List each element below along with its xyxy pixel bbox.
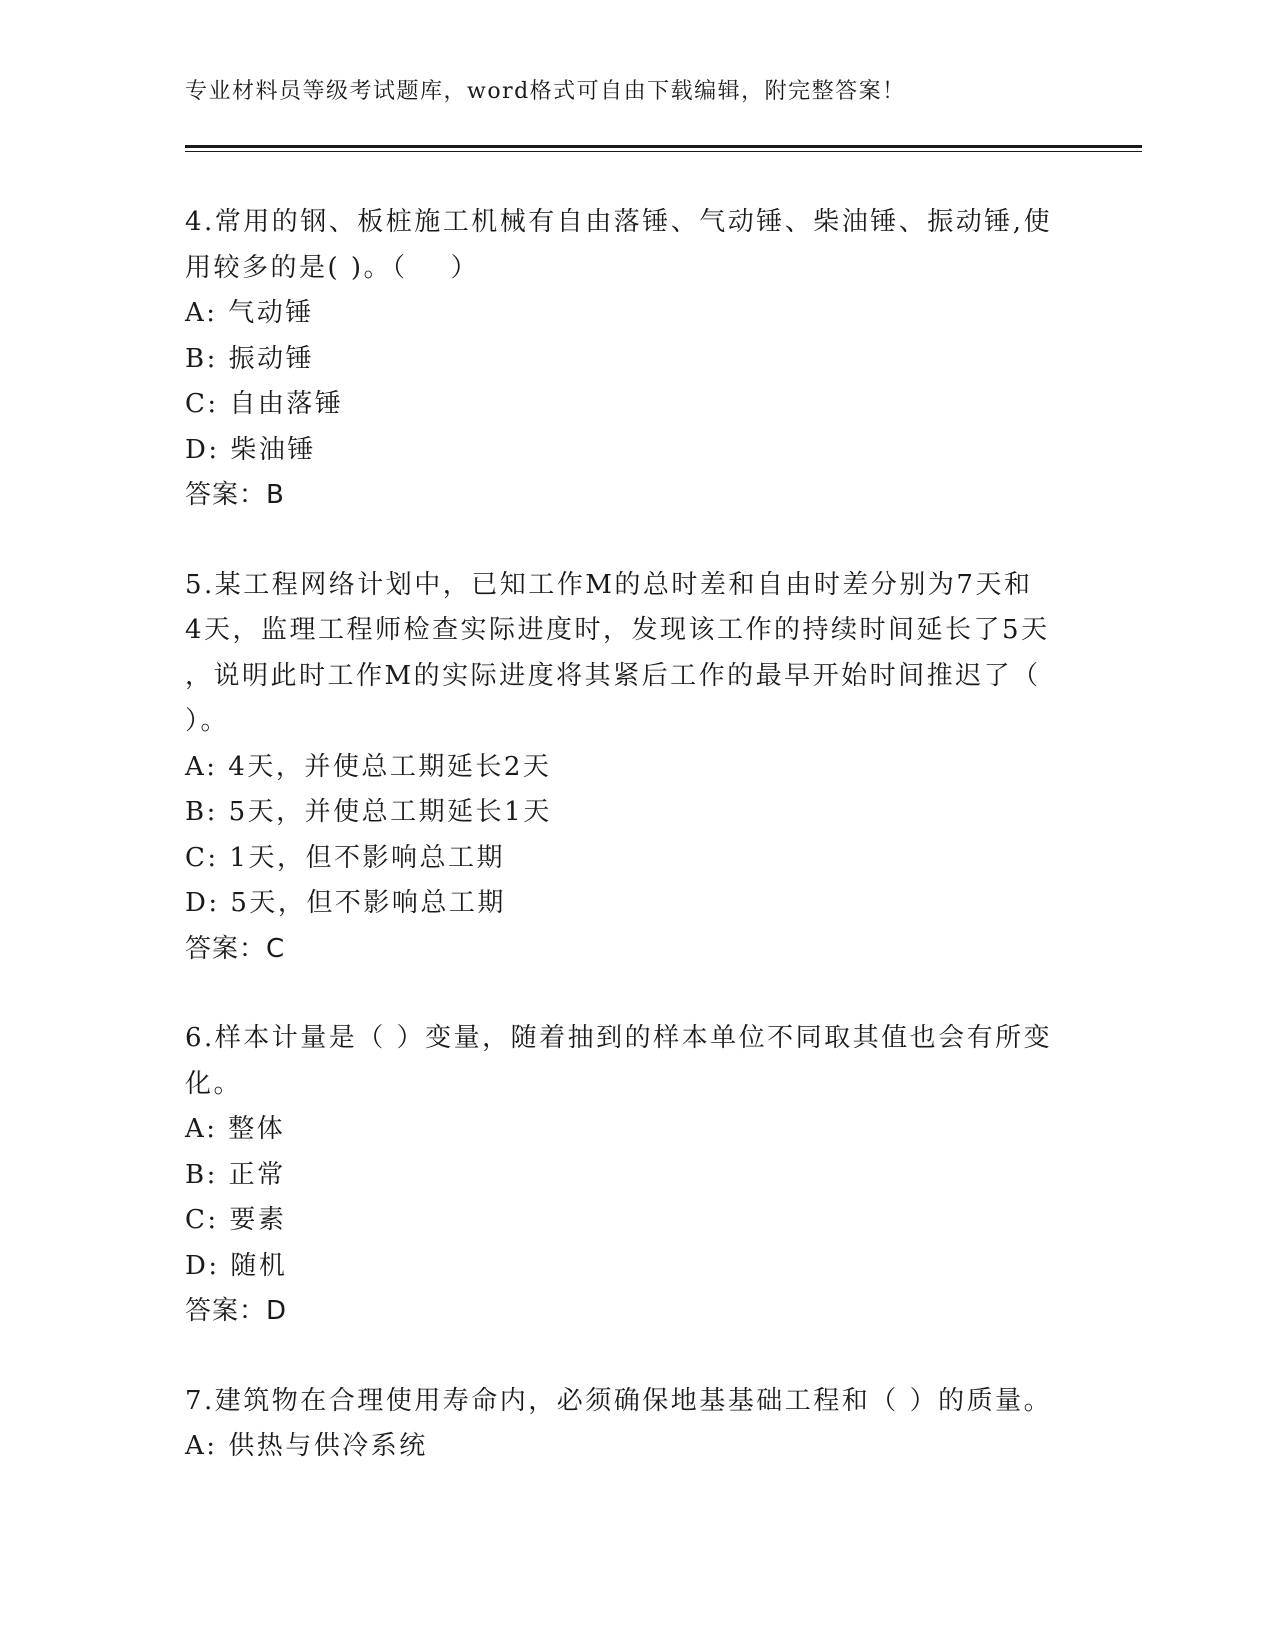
option-b: B: 5天，并使总工期延长1天 [185,797,552,827]
question-4 [185,200,1085,519]
question-text-line: 4天，监理工程师检查实际进度时，发现该工作的持续时间延长了5天 [185,615,1050,645]
question-text-line: 化。 [185,1068,243,1099]
question-7 [185,1379,1085,1470]
option-d: D: 5天，但不影响总工期 [185,888,506,918]
option-c: C: 1天，但不影响总工期 [185,842,505,873]
header-rule-thin [185,151,1142,152]
header-rule-thick [185,145,1142,148]
option-a: A: 整体 [185,1114,286,1144]
option-c: C: 要素 [185,1205,287,1235]
question-text-line: 6.样本计量是（ ）变量，随着抽到的样本单位不同取其值也会有所变 [185,1023,1053,1053]
question-text-line: 4.常用的钢、板桩施工机械有自由落锤、气动锤、柴油锤、振动锤,使 [185,207,1053,237]
question-text-line: ，说明此时工作M的实际进度将其紧后工作的最早开始时间推迟了（ [185,660,1041,691]
option-a: A: 气动锤 [185,298,314,328]
option-c: C: 自由落锤 [185,389,344,419]
option-b: B: 正常 [185,1159,286,1190]
option-a: A: 4天，并使总工期延长2天 [185,751,552,782]
question-6 [185,1016,1085,1335]
answer: 答案：D [185,1296,288,1326]
option-d: D: 柴油锤 [185,434,316,465]
question-text-line: 用较多的是( )。（ ） [185,252,480,283]
question-text-line: ）。 [185,706,230,736]
question-text-line: 5.某工程网络计划中，已知工作M的总时差和自由时差分别为7天和 [185,569,1033,600]
page-header: 专业材料员等级考试题库，word格式可自由下载编辑，附完整答案！ [185,79,906,104]
answer: 答案：B [185,480,285,510]
answer: 答案：C [185,933,286,964]
question-5 [185,563,1085,973]
question-text-line: 7.建筑物在合理使用寿命内，必须确保地基基础工程和（ ）的质量。 [185,1385,1053,1416]
option-a: A: 供热与供冷系统 [185,1431,428,1461]
option-d: D: 随机 [185,1250,288,1281]
question-list [185,200,1085,1514]
option-b: B: 振动锤 [185,343,315,374]
